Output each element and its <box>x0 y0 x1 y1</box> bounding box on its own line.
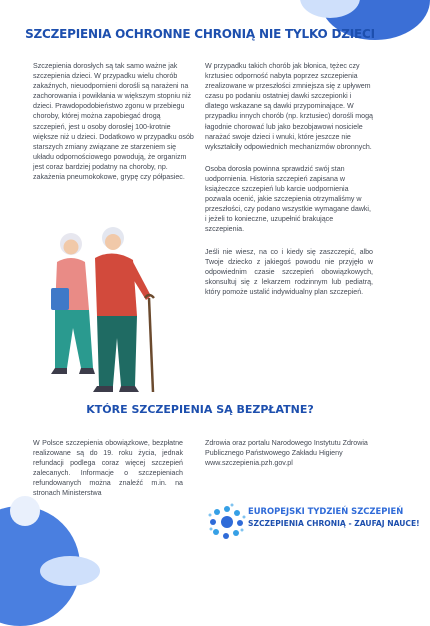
logo-title: EUROPEJSKI TYDZIEŃ SZCZEPIEŃ <box>248 506 404 516</box>
left-column-text: Szczepienia dorosłych są tak samo ważne jak szczepienia dzieci. W przypadku wielu chorób zakaźnych, nieuodpornieni dorośli są narażeni na zachorowania i powikłania w większym stopniu niż dzieci. Prawdopodobieństwo zgonu w przebiegu choroby, której można zapobiegać drogą szczepień, jest u osoby dorosłej 100-krotnie większe niż u dzieci. Dodatkowo w przypadku osób starszych zmiany związane ze starzeniem się układu odpornościowego powodują, że organizm jest coraz bardziej podatny na choroby, np. zakażenia pneumokokowe, grypę czy półpasiec. <box>33 62 194 182</box>
bottom-right-text: Zdrowia oraz portalu Narodowego Instytutu Zdrowia Publicznego Państwowego Zakładu Higieny www.szczepienia.pzh.gov.pl <box>205 439 368 468</box>
elderly-couple-illustration <box>33 218 163 398</box>
right-paragraph-3: Jeśli nie wiesz, na co i kiedy się zaszczepić, albo Twoje dziecko z jakiegoś powodu nie przyjęło w odpowiednim czasie szczepień obowiązkowych, skonsultuj się z lekarzem rodzinnym lub pediatrą, który pomoże ustalić indywidualny plan szczepień. <box>205 247 373 296</box>
bottom-left-text: W Polsce szczepienia obowiązkowe, bezpłatne realizowane są do 19. roku życia, jednak refundacji podlega coraz więcej szczepień zalecanych. Informacje o szczepieniach refundowanych można znaleźć m.in. na stronach Ministerstwa <box>33 439 183 498</box>
campaign-logo <box>208 503 420 543</box>
logo-tagline: SZCZEPIENIA CHRONIĄ - ZAUFAJ NAUCE! <box>248 519 420 528</box>
decorative-circle <box>40 556 100 586</box>
right-paragraph-2: Osoba dorosła powinna sprawdzić swój stan uodpornienia. Historia szczepień zapisana w książeczce szczepień lub karcie uodpornienia pozwala ocenić, jakie szczepienia otrzymaliśmy w przeszłości, czy podano wszystkie wymagane dawki, i jeżeli to konieczne, uzupełnić brakujące szczepienia. <box>205 164 371 234</box>
logo-dots-icon <box>208 503 246 541</box>
right-paragraph-1: W przypadku takich chorób jak błonica, tężec czy krztusiec odporność nabyta poprzez szczepienia zrealizowane w przeszłości zmniejsza się z upływem czasu po podaniu ostatniej dawki szczepionki i dlatego wskazane są dawki przypominające. W przypadku innych chorób (np. krztusiec) dorośli mogą łagodnie chorować lub jako bezobjawowi nosiciele narażać swoje dzieci i wnuki, które jeszcze nie wykształciły odpowiednich mechanizmów obronnych. <box>205 62 373 151</box>
page-title: SZCZEPIENIA OCHRONNE CHRONIĄ NIE TYLKO DZIECI <box>25 27 375 41</box>
right-column <box>205 61 373 309</box>
decorative-circle <box>10 496 40 526</box>
section-subtitle: KTÓRE SZCZEPIENIA SĄ BEZPŁATNE? <box>86 403 314 416</box>
